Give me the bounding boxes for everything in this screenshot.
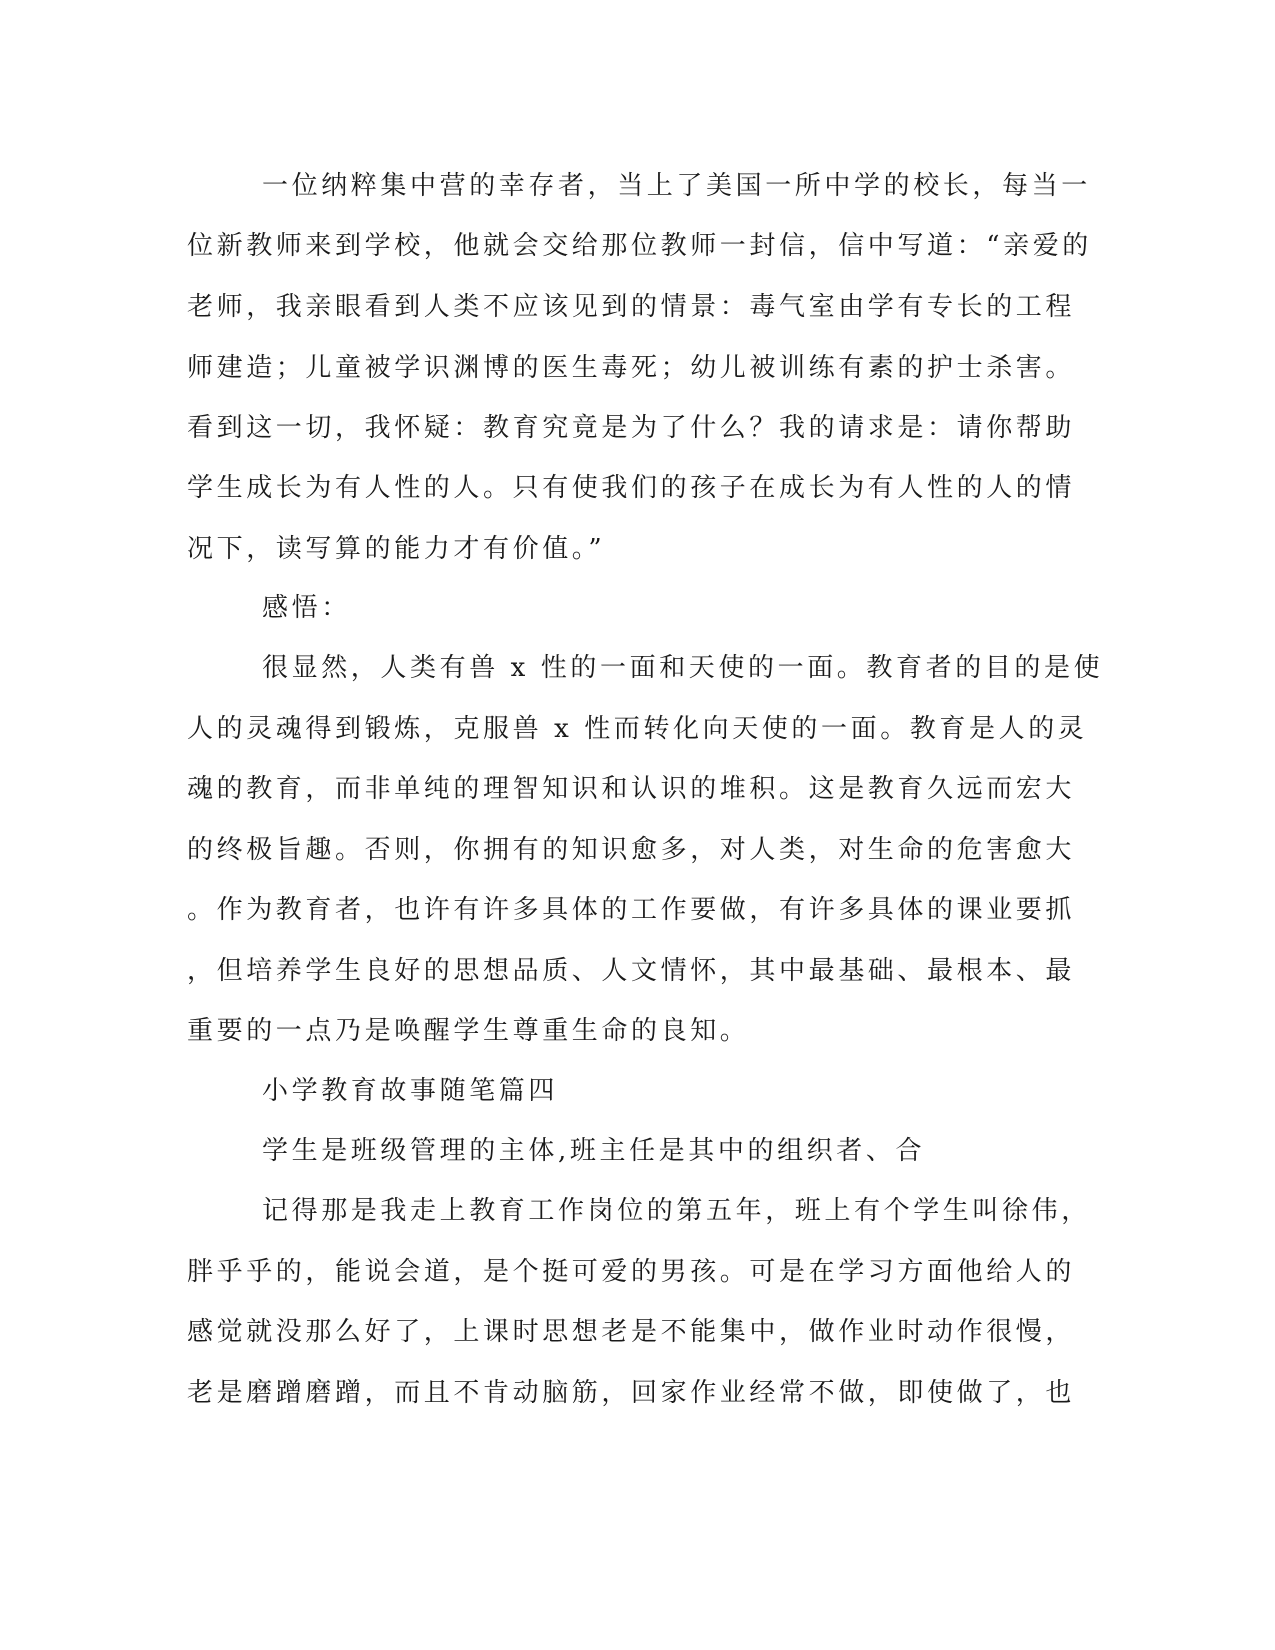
paragraph-1-line-7: 况下，读写算的能力才有价值。” [187,534,606,564]
paragraph-3-line-2: 胖乎乎的，能说会道，是个挺可爱的男孩。可是在学习方面他给人的 [187,1257,1076,1287]
paragraph-1-line-2: 位新教师来到学校，他就会交给那位教师一封信，信中写道：“亲爱的 [187,231,1092,261]
paragraph-1-line-6: 学生成长为有人性的人。只有使我们的孩子在成长为有人性的人的情 [187,473,1076,503]
paragraph-2-line-5: 。作为教育者，也许有许多具体的工作要做，有许多具体的课业要抓 [187,895,1076,925]
section-subtitle: 学生是班级管理的主体,班主任是其中的组织者、合 [262,1136,926,1166]
paragraph-1-line-3: 老师，我亲眼看到人类不应该见到的情景：毒气室由学有专长的工程 [187,292,1076,322]
paragraph-3-line-1: 记得那是我走上教育工作岗位的第五年，班上有个学生叫徐伟， [262,1196,1091,1226]
paragraph-2-line-4: 的终极旨趣。否则，你拥有的知识愈多，对人类，对生命的危害愈大 [187,835,1076,865]
paragraph-1-line-5: 看到这一切，我怀疑：教育究竟是为了什么？我的请求是：请你帮助 [187,413,1076,443]
paragraph-1-line-4: 师建造；儿童被学识渊博的医生毒死；幼儿被训练有素的护士杀害。 [187,353,1076,383]
section-title: 小学教育故事随笔篇四 [262,1076,559,1106]
paragraph-2-line-7: 重要的一点乃是唤醒学生尊重生命的良知。 [187,1016,750,1046]
paragraph-2-line-3: 魂的教育，而非单纯的理智知识和认识的堆积。这是教育久远而宏大 [187,774,1076,804]
reflection-heading: 感悟： [262,593,351,623]
paragraph-3-line-4: 老是磨蹭磨蹭，而且不肯动脑筋，回家作业经常不做，即使做了，也 [187,1378,1076,1408]
paragraph-2-line-6: ，但培养学生良好的思想品质、人文情怀，其中最基础、最根本、最 [187,956,1076,986]
paragraph-3-line-3: 感觉就没那么好了，上课时思想老是不能集中，做作业时动作很慢， [187,1317,1076,1347]
paragraph-2-line-2: 人的灵魂得到锻炼，克服兽 x 性而转化向天使的一面。教育是人的灵 [187,714,1088,744]
paragraph-2-line-1: 很显然，人类有兽 x 性的一面和天使的一面。教育者的目的是使 [262,653,1104,683]
paragraph-1-line-1: 一位纳粹集中营的幸存者，当上了美国一所中学的校长，每当一 [262,171,1091,201]
